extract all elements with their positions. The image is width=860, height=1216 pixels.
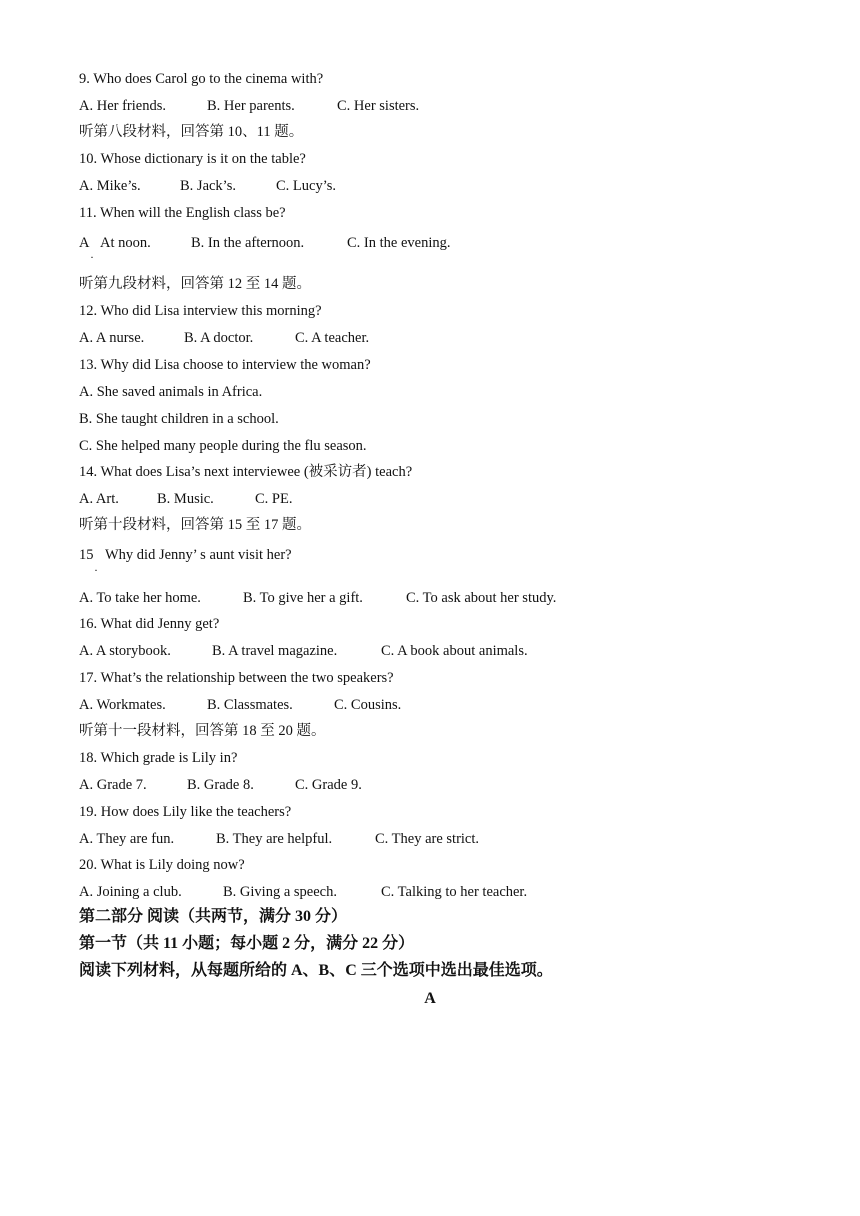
section-11-instruction: 听第十一段材料，回答第 18 至 20 题。 xyxy=(79,723,326,739)
option-b: B. Grade 8. xyxy=(187,777,254,793)
option-a: At noon. xyxy=(100,235,151,251)
question-13-option-c: C. She helped many people during the flu season. xyxy=(79,438,367,454)
question-10-options xyxy=(79,177,336,195)
option-b: B. Classmates. xyxy=(207,697,293,713)
section-8-instruction: 听第八段材料，回答第 10、11 题。 xyxy=(79,124,304,140)
option-a: A. Grade 7. xyxy=(79,777,147,793)
option-c: C. Cousins. xyxy=(334,697,402,713)
option-a: A. To take her home. xyxy=(79,590,201,606)
option-b: B. Music. xyxy=(157,491,214,507)
question-17-stem: 17. What’s the relationship between the two speakers? xyxy=(79,670,394,686)
option-a: A. A storybook. xyxy=(79,643,171,659)
question-12-options xyxy=(79,329,369,347)
option-b: B. In the afternoon. xyxy=(191,235,305,251)
question-13-option-b: B. She taught children in a school. xyxy=(79,411,279,427)
option-a: A. Art. xyxy=(79,491,119,507)
question-14-stem: 14. What does Lisa’s next interviewee (被采访者) teach? xyxy=(79,464,413,480)
question-16-stem: 16. What did Jenny get? xyxy=(79,616,220,632)
emphasis-dot: · xyxy=(94,563,98,577)
question-12-stem: 12. Who did Lisa interview this morning? xyxy=(79,303,322,319)
question-18-options xyxy=(79,776,362,794)
option-b: B. To give her a gift. xyxy=(243,590,363,606)
question-number: 15 xyxy=(79,547,94,563)
option-a: A. Mike’s. xyxy=(79,178,141,194)
option-c: C. Talking to her teacher. xyxy=(381,884,528,900)
question-11-stem: 11. When will the English class be? xyxy=(79,205,286,221)
option-a: A. A nurse. xyxy=(79,330,145,346)
option-c: C. They are strict. xyxy=(375,831,480,847)
option-c: C. Grade 9. xyxy=(295,777,362,793)
option-c: C. To ask about her study. xyxy=(406,590,557,606)
option-a-letter: A xyxy=(79,235,90,251)
option-b: B. Jack’s. xyxy=(180,178,236,194)
option-c: C. A teacher. xyxy=(295,330,370,346)
option-b: B. Her parents. xyxy=(207,98,295,114)
option-c: C. A book about animals. xyxy=(381,643,528,659)
reading-instruction: 阅读下列材料，从每题所给的 A、B、C 三个选项中选出最佳选项。 xyxy=(79,962,553,979)
emphasis-dot: · xyxy=(90,250,94,264)
question-17-options xyxy=(79,696,401,714)
part-2-title: 第二部分 阅读（共两节，满分 30 分） xyxy=(79,908,348,925)
option-a: A. Joining a club. xyxy=(79,884,182,900)
question-13-stem: 13. Why did Lisa choose to interview the woman? xyxy=(79,357,371,373)
question-16-options xyxy=(79,642,528,660)
question-11-options xyxy=(79,234,451,252)
option-b: B. Giving a speech. xyxy=(223,884,337,900)
question-18-stem: 18. Which grade is Lily in? xyxy=(79,750,238,766)
option-a: A. They are fun. xyxy=(79,831,175,847)
section-1-title: 第一节（共 11 小题；每小题 2 分，满分 22 分） xyxy=(79,935,415,952)
question-9-stem: 9. Who does Carol go to the cinema with? xyxy=(79,71,324,87)
section-10-instruction: 听第十段材料，回答第 15 至 17 题。 xyxy=(79,517,311,533)
option-c: C. Lucy’s. xyxy=(276,178,337,194)
question-19-options xyxy=(79,830,479,848)
option-b: B. A doctor. xyxy=(184,330,254,346)
question-15-options xyxy=(79,589,556,607)
passage-label: A xyxy=(424,990,436,1007)
question-13-option-a: A. She saved animals in Africa. xyxy=(79,384,263,400)
option-a: A. Workmates. xyxy=(79,697,166,713)
option-c: C. Her sisters. xyxy=(337,98,420,114)
question-15-stem xyxy=(79,546,292,564)
option-a: A. Her friends. xyxy=(79,98,166,114)
option-b: B. A travel magazine. xyxy=(212,643,338,659)
question-9-options xyxy=(79,97,419,115)
question-20-options xyxy=(79,883,527,901)
section-9-instruction: 听第九段材料，回答第 12 至 14 题。 xyxy=(79,276,311,292)
option-b: B. They are helpful. xyxy=(216,831,333,847)
option-c: C. PE. xyxy=(255,491,293,507)
option-c: C. In the evening. xyxy=(347,235,451,251)
question-text: Why did Jenny’ s aunt visit her? xyxy=(105,547,292,563)
question-19-stem: 19. How does Lily like the teachers? xyxy=(79,804,292,820)
question-10-stem: 10. Whose dictionary is it on the table? xyxy=(79,151,306,167)
question-20-stem: 20. What is Lily doing now? xyxy=(79,857,245,873)
question-14-options xyxy=(79,490,292,508)
